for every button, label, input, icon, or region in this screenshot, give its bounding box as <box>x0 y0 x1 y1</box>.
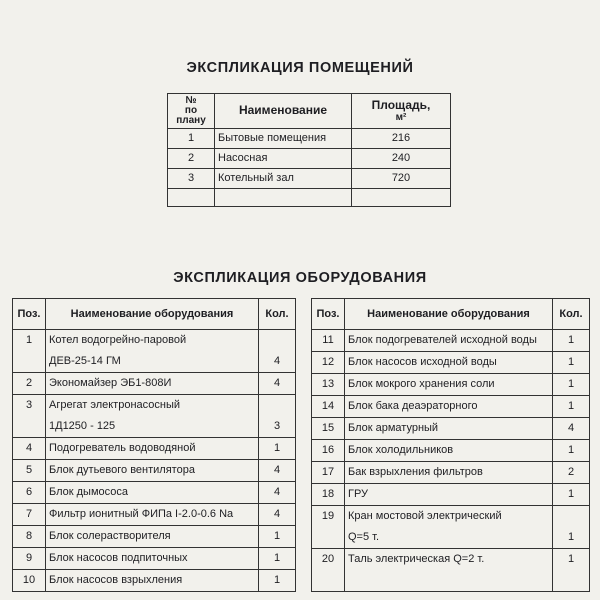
equipment-row <box>13 438 296 460</box>
equipment-cell-name: Кран мостовой электрический <box>345 506 553 528</box>
equipment-cell-name: Блок холодильников <box>345 440 553 462</box>
equipment-cell-qty: 4 <box>259 373 296 395</box>
rooms-title: ЭКСПЛИКАЦИЯ ПОМЕЩЕНИЙ <box>186 60 414 76</box>
equipment-table-right <box>311 298 590 592</box>
rooms-cell-area: 216 <box>352 129 451 149</box>
equipment-cell-pos: 4 <box>13 438 46 460</box>
equipment-header-pos: Поз. <box>13 299 46 330</box>
equipment-cell-qty: 1 <box>553 549 590 571</box>
equipment-cell-qty: 1 <box>553 396 590 418</box>
equipment-row <box>13 548 296 570</box>
rooms-cell-empty <box>168 189 215 207</box>
equipment-title: ЭКСПЛИКАЦИЯ ОБОРУДОВАНИЯ <box>173 270 427 286</box>
equipment-cell-name: Блок бака деаэраторного <box>345 396 553 418</box>
equipment-cell-qty <box>259 395 296 417</box>
equipment-cell-qty: 1 <box>553 440 590 462</box>
equipment-cell-pos: 14 <box>312 396 345 418</box>
equipment-cell-name: Бак взрыхления фильтров <box>345 462 553 484</box>
equipment-cell-qty <box>259 330 296 352</box>
equipment-cell-name: Блок насосов подпиточных <box>46 548 259 570</box>
equipment-cell-qty: 1 <box>259 438 296 460</box>
equipment-row <box>312 506 590 528</box>
rooms-header-num-l2: по <box>184 105 198 116</box>
equipment-cell-qty: 4 <box>259 504 296 526</box>
equipment-cell-qty: 4 <box>553 418 590 440</box>
rooms-cell-area: 240 <box>352 149 451 169</box>
equipment-cell-pos: 12 <box>312 352 345 374</box>
equipment-cell-pos: 17 <box>312 462 345 484</box>
equipment-cell-qty: 1 <box>553 527 590 549</box>
equipment-row <box>312 418 590 440</box>
equipment-right-body <box>312 299 590 592</box>
equipment-cell-name: ГРУ <box>345 484 553 506</box>
rooms-header-num <box>168 94 215 129</box>
equipment-cell-pos: 13 <box>312 374 345 396</box>
rooms-cell-name: Насосная <box>215 149 352 169</box>
equipment-cell-qty: 2 <box>553 462 590 484</box>
rooms-cell-name: Бытовые помещения <box>215 129 352 149</box>
equipment-cell-name: Котел водогрейно-паровой <box>46 330 259 352</box>
equipment-cell-name: Q=5 т. <box>345 527 553 549</box>
equipment-cell-pos <box>13 416 46 438</box>
equipment-cell-pos: 15 <box>312 418 345 440</box>
equipment-cell-qty: 1 <box>553 330 590 352</box>
equipment-cell-qty: 1 <box>259 548 296 570</box>
equipment-cell-name <box>345 570 553 592</box>
equipment-cell-name: Агрегат электронасосный <box>46 395 259 417</box>
equipment-cell-pos: 19 <box>312 506 345 528</box>
equipment-cell-name: Блок дымососа <box>46 482 259 504</box>
equipment-cell-name: Фильтр ионитный ФИПа I-2.0-0.6 Na <box>46 504 259 526</box>
equipment-row <box>13 504 296 526</box>
equipment-row <box>312 352 590 374</box>
equipment-header-qty: Кол. <box>259 299 296 330</box>
equipment-header-qty: Кол. <box>553 299 590 330</box>
rooms-row <box>168 129 451 149</box>
equipment-cell-name: Блок насосов взрыхления <box>46 570 259 592</box>
equipment-cell-qty <box>553 570 590 592</box>
equipment-row <box>13 351 296 373</box>
equipment-cell-pos: 6 <box>13 482 46 504</box>
equipment-cell-pos: 1 <box>13 330 46 352</box>
equipment-row <box>13 330 296 352</box>
rooms-header-name: Наименование <box>215 94 352 129</box>
equipment-cell-qty: 3 <box>259 416 296 438</box>
equipment-cell-pos: 9 <box>13 548 46 570</box>
rooms-cell-num: 1 <box>168 129 215 149</box>
rooms-row <box>168 149 451 169</box>
rooms-row <box>168 169 451 189</box>
equipment-row <box>13 482 296 504</box>
equipment-cell-pos <box>13 351 46 373</box>
equipment-cell-name: Подогреватель водоводяной <box>46 438 259 460</box>
equipment-cell-pos: 10 <box>13 570 46 592</box>
rooms-cell-empty <box>215 189 352 207</box>
rooms-table <box>167 93 451 207</box>
equipment-cell-qty: 4 <box>259 460 296 482</box>
equipment-header-name: Наименование оборудования <box>345 299 553 330</box>
equipment-cell-pos <box>312 570 345 592</box>
equipment-cell-pos: 18 <box>312 484 345 506</box>
rooms-header-num-l3: плану <box>176 115 206 126</box>
rooms-header-row <box>168 94 451 129</box>
equipment-cell-name: Блок солерастворителя <box>46 526 259 548</box>
equipment-cell-qty: 1 <box>259 570 296 592</box>
rooms-cell-name: Котельный зал <box>215 169 352 189</box>
equipment-row <box>312 374 590 396</box>
equipment-cell-name: Блок арматурный <box>345 418 553 440</box>
equipment-left-body <box>13 299 296 592</box>
equipment-cell-pos: 20 <box>312 549 345 571</box>
equipment-row <box>13 570 296 592</box>
equipment-cell-pos: 11 <box>312 330 345 352</box>
equipment-cell-pos: 3 <box>13 395 46 417</box>
rooms-cell-num: 2 <box>168 149 215 169</box>
equipment-row <box>312 330 590 352</box>
equipment-header-pos: Поз. <box>312 299 345 330</box>
equipment-header-name: Наименование оборудования <box>46 299 259 330</box>
equipment-header-row <box>13 299 296 330</box>
equipment-cell-pos: 7 <box>13 504 46 526</box>
equipment-cell-qty: 1 <box>259 526 296 548</box>
equipment-header-row <box>312 299 590 330</box>
equipment-table-left <box>12 298 296 592</box>
rooms-header-area-l1: Площадь, <box>371 97 431 112</box>
rooms-header-num-l1: № <box>185 95 197 106</box>
equipment-cell-pos: 8 <box>13 526 46 548</box>
equipment-cell-name: Таль электрическая Q=2 т. <box>345 549 553 571</box>
rooms-header-area <box>352 94 451 129</box>
equipment-row <box>13 416 296 438</box>
equipment-row <box>312 440 590 462</box>
rooms-cell-num: 3 <box>168 169 215 189</box>
equipment-row <box>13 373 296 395</box>
equipment-cell-name: 1Д1250 - 125 <box>46 416 259 438</box>
equipment-cell-qty: 1 <box>553 484 590 506</box>
equipment-cell-qty: 1 <box>553 352 590 374</box>
equipment-cell-name: Блок дутьевого вентилятора <box>46 460 259 482</box>
equipment-row <box>312 549 590 571</box>
equipment-cell-qty <box>553 506 590 528</box>
equipment-cell-pos: 5 <box>13 460 46 482</box>
equipment-row <box>312 570 590 592</box>
equipment-cell-name: Блок мокрого хранения соли <box>345 374 553 396</box>
rooms-cell-empty <box>352 189 451 207</box>
equipment-row <box>312 527 590 549</box>
rooms-row-empty <box>168 189 451 207</box>
equipment-cell-pos: 2 <box>13 373 46 395</box>
rooms-header-area-l2: м² <box>395 112 407 124</box>
equipment-cell-pos: 16 <box>312 440 345 462</box>
equipment-cell-qty: 1 <box>553 374 590 396</box>
equipment-cell-name: Блок насосов исходной воды <box>345 352 553 374</box>
equipment-cell-qty: 4 <box>259 482 296 504</box>
equipment-row <box>13 526 296 548</box>
equipment-row <box>312 396 590 418</box>
equipment-cell-name: Экономайзер ЭБ1-808И <box>46 373 259 395</box>
equipment-row <box>13 460 296 482</box>
equipment-cell-name: Блок подогревателей исходной воды <box>345 330 553 352</box>
equipment-row <box>312 484 590 506</box>
equipment-row <box>312 462 590 484</box>
equipment-cell-name: ДЕВ-25-14 ГМ <box>46 351 259 373</box>
equipment-cell-qty: 4 <box>259 351 296 373</box>
equipment-row <box>13 395 296 417</box>
rooms-cell-area: 720 <box>352 169 451 189</box>
equipment-cell-pos <box>312 527 345 549</box>
